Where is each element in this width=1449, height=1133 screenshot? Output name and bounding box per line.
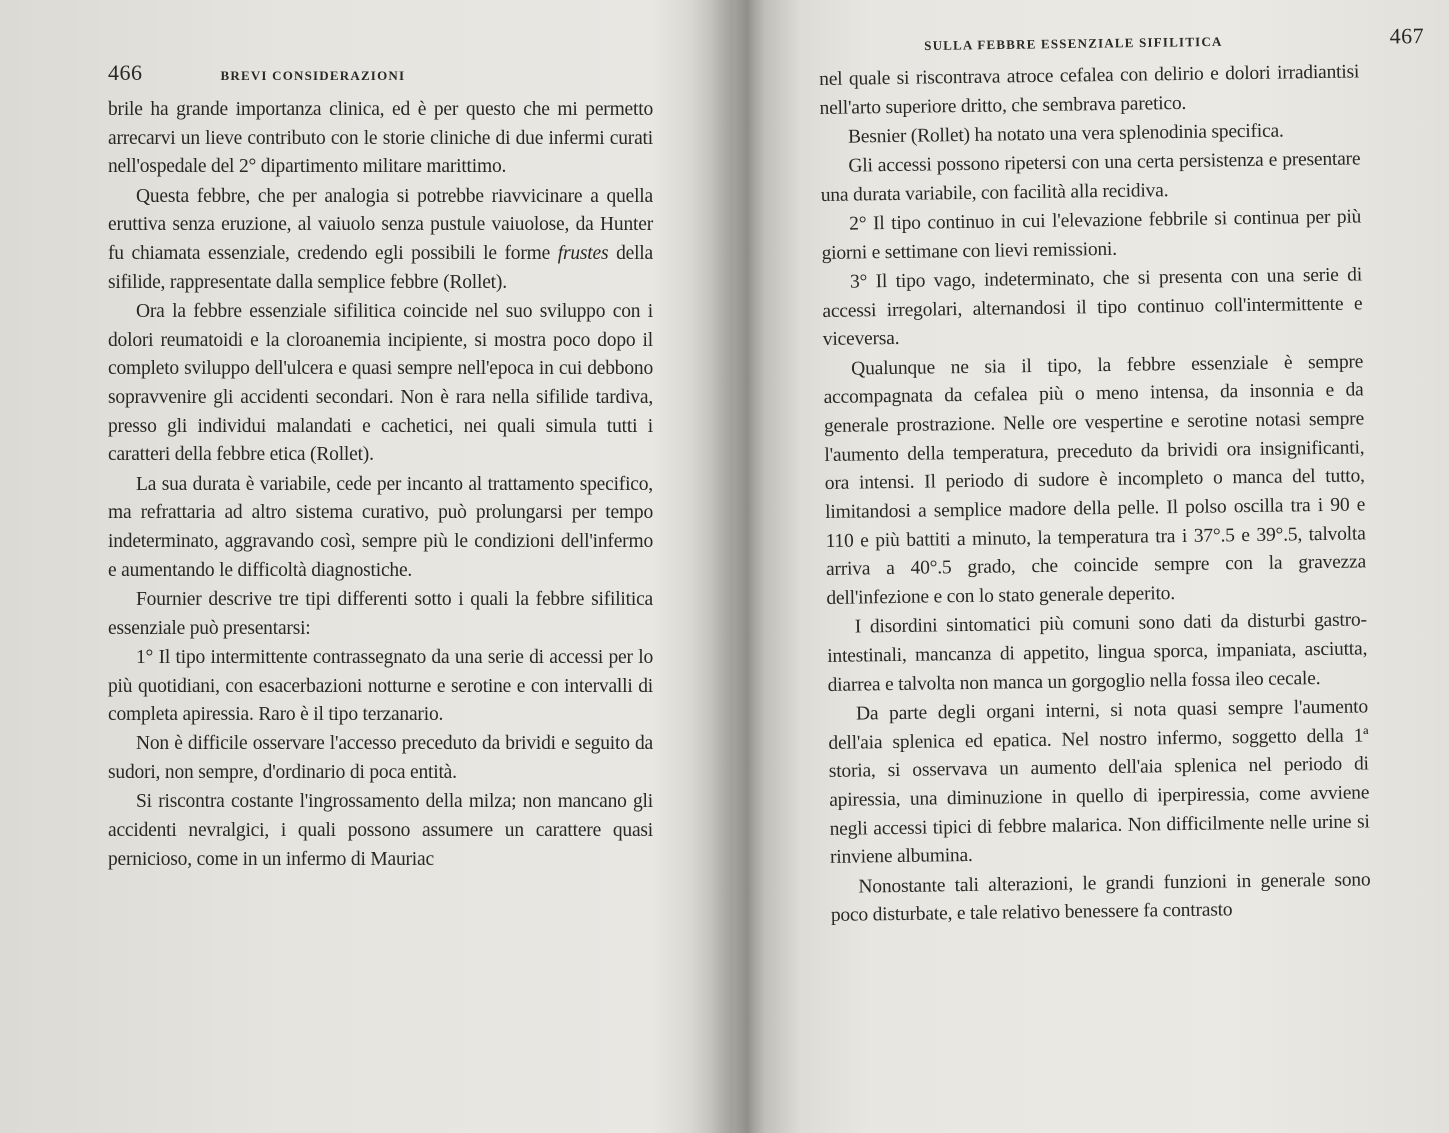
paragraph: Qualunque ne sia il tipo, la febbre essenziale è sempre accompagnata da cefalea più o meno intensa, da insonnia e da generale prostrazione. Nelle ore vespertine e serotine notasi sempre l'aumento della temperatura, preceduto da brividi ora insignificanti, ora intensi. Il periodo di sudore è incompleto o manca del tutto, limitandosi a semplice madore della pelle. Il polso oscilla tra i 90 e 110 e più battiti a minuto, la temperatura tra i 37°.5 e 39°.5, talvolta arriva a 40°.5 grado, che coincide sempre con la gravezza dell'infezione e con lo stato generale deperito. bbox=[823, 350, 1367, 610]
paragraph: nel quale si riscontrava atroce cefalea con delirio e dolori irradiantisi nell'arto superiore dritto, che sembrava paretico. bbox=[819, 61, 1360, 119]
left-page bbox=[0, 0, 724, 1133]
paragraph: 3° Il tipo vago, indeterminato, che si presenta con una serie di accessi irregolari, alternandosi il tipo continuo coll'intermittente e viceversa. bbox=[822, 264, 1363, 351]
paragraph: Besnier (Rollet) ha notato una vera splenodinia specifica. bbox=[847, 120, 1284, 148]
paragraph: 1° Il tipo intermittente contrassegnato da una serie di accessi per lo più quotidiani, con esacerbazioni notturne e serotine e con intervalli di completa apiressia. Raro è il tipo terzanario. bbox=[108, 646, 653, 726]
page-number: 467 bbox=[1389, 23, 1425, 49]
paragraph: Da parte degli organi interni, si nota quasi sempre l'aumento dell'aia splenica ed epatica. Nel nostro infermo, soggetto della 1ª storia, si osservava un aumento dell'aia splenica nel periodo di apiressia, una diminuzione in quello di iperpiressia, come avviene negli accessi tipici di febbre malarica. Non difficilmente nelle urine si rinviene albumina. bbox=[828, 696, 1370, 869]
running-title: BREVI CONSIDERAZIONI bbox=[220, 68, 406, 83]
paragraph: La sua durata è variabile, cede per incanto al trattamento specifico, ma refrattaria ad altro sistema curativo, può prolungarsi per tempo indeterminato, aggravando così, sempre più le condizioni dell'infermo e aumentando le difficoltà diagnostiche. bbox=[108, 473, 653, 581]
right-page-body bbox=[819, 58, 1371, 931]
left-page-body bbox=[108, 96, 653, 874]
paragraph: Non è difficile osservare l'accesso preceduto da brividi e seguito da sudori, non sempre, d'ordinario di poca entità. bbox=[108, 733, 653, 784]
italic-term: frustes bbox=[557, 243, 609, 265]
paragraph: Questa febbre, che per analogia si potrebbe riavvicinare a quella eruttiva senza eruzione, al vaiuolo senza pustule vaiuolose, da Hunter fu chiamata essenziale, credendo egli possibili le forme frustes della sifilide, rappresentate dalla semplice febbre (Rollet). bbox=[108, 185, 653, 293]
paragraph: 2° Il tipo continuo in cui l'elevazione febbrile si continua per più giorni e settimane con lievi remissioni. bbox=[821, 206, 1362, 264]
paragraph: Gli accessi possono ripetersi con una certa persistenza e presentare una durata variabile, con facilità alla recidiva. bbox=[820, 148, 1361, 206]
paragraph: Fournier descrive tre tipi differenti sotto i quali la febbre sifilitica essenziale può presentarsi: bbox=[108, 588, 653, 639]
right-page-header bbox=[924, 23, 1449, 56]
paragraph: brile ha grande importanza clinica, ed è per questo che mi permetto arrecarvi un lieve contributo con le storie cliniche di due infermi curati nell'ospedale del 2° dipartimento militare marittimo. bbox=[108, 99, 653, 178]
paragraph: I disordini sintomatici più comuni sono dati da disturbi gastro-intestinali, mancanza di appetito, lingua sporca, impaniata, asciutta, diarrea e talvolta non manca un gorgoglio nella fossa ileo cecale. bbox=[827, 609, 1368, 696]
paragraph: Si riscontra costante l'ingrossamento della milza; non mancano gli accidenti nevralgici, i quali possono assumere un carattere quasi pernicioso, come in un infermo di Mauriac bbox=[108, 791, 653, 870]
paragraph: Nonostante tali alterazioni, le grandi funzioni in generale sono poco disturbate, e tale relativo benessere fa contrasto bbox=[830, 869, 1371, 927]
page-number: 466 bbox=[108, 60, 143, 85]
paragraph: Ora la febbre essenziale sifilitica coincide nel suo sviluppo con i dolori reumatoidi e la cloroanemia incipiente, si mostra poco dopo il completo sviluppo dell'ulcera e quasi sempre nell'epoca in cui debbono sopravvenire gli accidenti secondari. Non è rara nella sifilide tardiva, presso gli individui malandati e cachetici, nei quali simula tutti i caratteri della febbre etica (Rollet). bbox=[108, 300, 653, 466]
running-title: SULLA FEBBRE ESSENZIALE SIFILITICA bbox=[924, 33, 1223, 53]
left-page-header bbox=[108, 60, 653, 86]
right-page bbox=[724, 0, 1449, 1133]
